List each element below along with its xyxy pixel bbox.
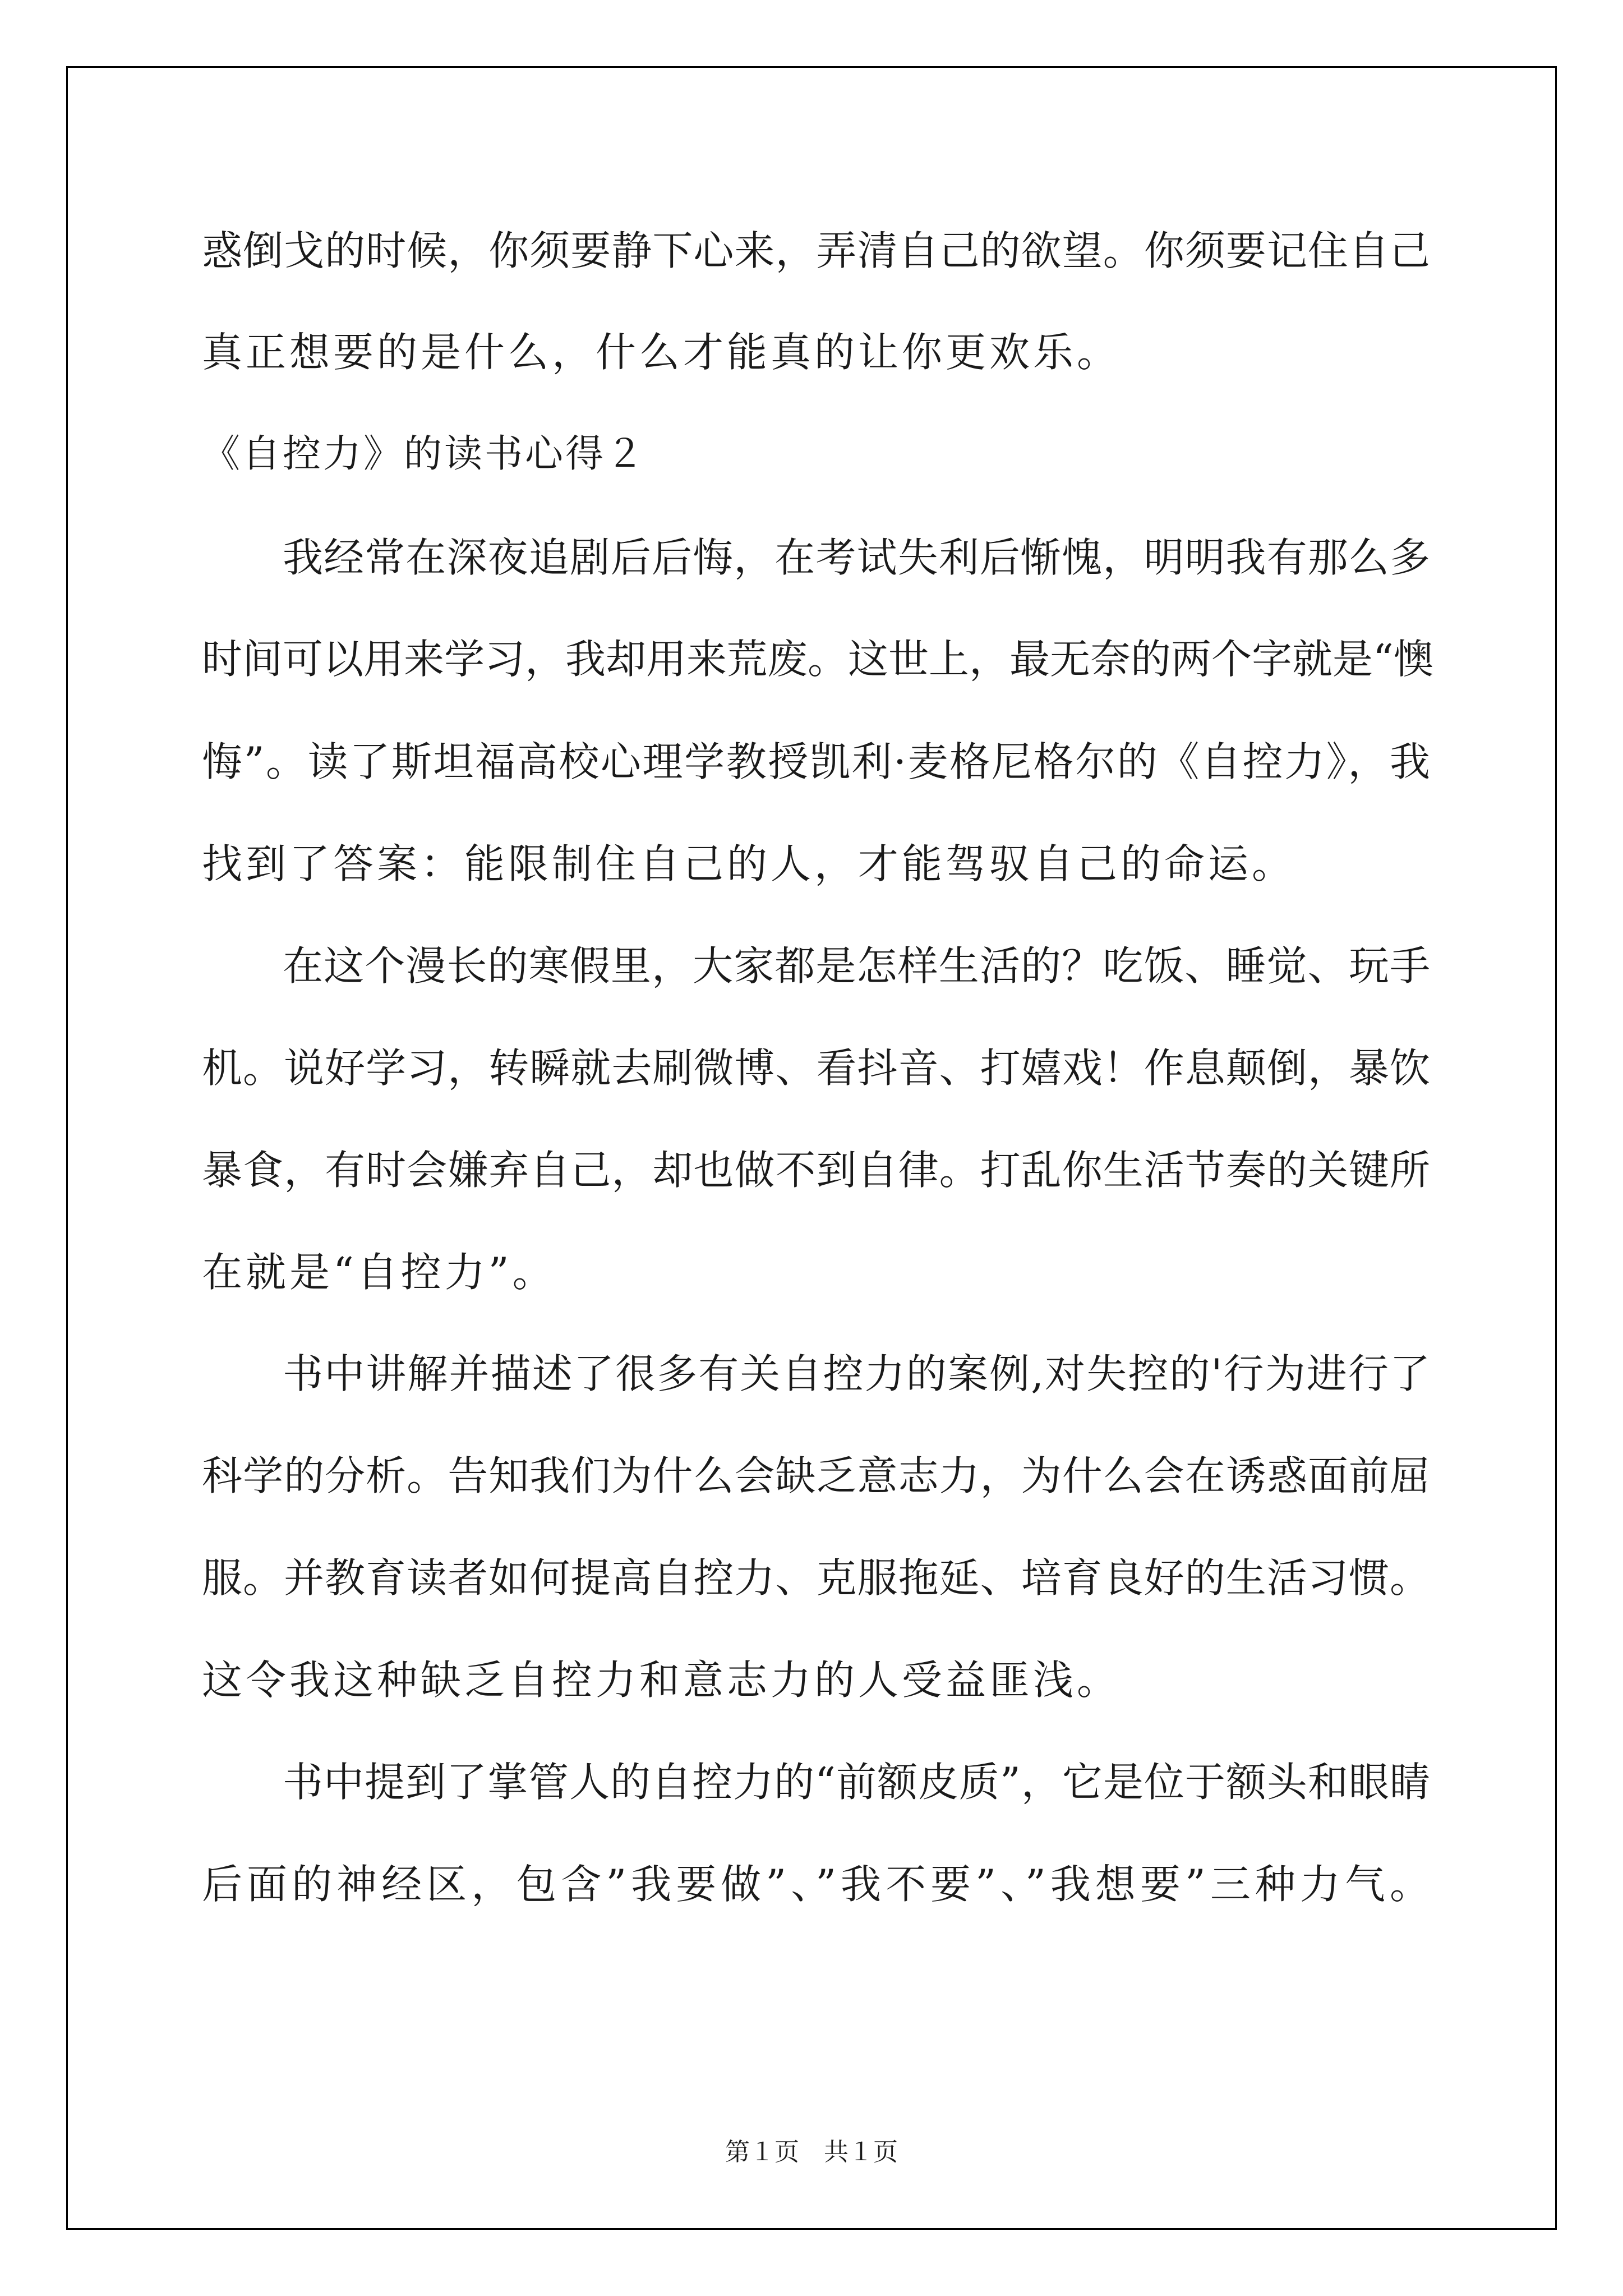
text-line-15: 这令我这种缺乏自控力和意志力的人受益匪浅。 <box>202 1657 1121 1704</box>
text-line-8: 在这个漫长的寒假里，大家都是怎样生活的？吃饭、睡觉、玩手 <box>283 942 1430 990</box>
text-line-11: 在就是“自控力”。 <box>202 1249 556 1296</box>
text-line-7: 找到了答案：能限制住自己的人，才能驾驭自己的命运。 <box>202 840 1296 887</box>
text-line-5: 时间可以用来学习，我却用来荒废。这世上，最无奈的两个字就是“懊 <box>202 636 1434 683</box>
text-line-16: 书中提到了掌管人的自控力的“前额皮质”，它是位于额头和眼睛 <box>283 1759 1430 1806</box>
text-line-2: 真正想要的是什么，什么才能真的让你更欢乐。 <box>202 329 1121 376</box>
text-line-6: 悔”。读了斯坦福高校心理学教授凯利·麦格尼格尔的《自控力》，我 <box>202 738 1430 785</box>
text-line-12: 书中讲解并描述了很多有关自控力的案例,对失控的'行为进行了 <box>283 1350 1430 1397</box>
page-footer: 第１页 共１页 <box>725 2138 898 2166</box>
text-line-1: 惑倒戈的时候，你须要静下心来，弄清自己的欲望。你须要记住自己 <box>202 227 1430 274</box>
text-line-9: 机。说好学习，转瞬就去刷微博、看抖音、打嬉戏！作息颠倒，暴饮 <box>202 1045 1430 1092</box>
text-line-4: 我经常在深夜追剧后后悔，在考试失利后惭愧，明明我有那么多 <box>283 534 1430 581</box>
text-line-13: 科学的分析。告知我们为什么会缺乏意志力，为什么会在诱惑面前屈 <box>202 1452 1430 1499</box>
section-heading: 《自控力》的读书心得２ <box>202 432 647 476</box>
text-line-14: 服。并教育读者如何提高自控力、克服拖延、培育良好的生活习惯。 <box>202 1554 1430 1602</box>
text-line-17: 后面的神经区，包含”我要做”、”我不要”、”我想要”三种力气。 <box>202 1861 1430 1908</box>
text-line-10: 暴食，有时会嫌弃自己，却也做不到自律。打乱你生活节奏的关键所 <box>202 1147 1430 1194</box>
